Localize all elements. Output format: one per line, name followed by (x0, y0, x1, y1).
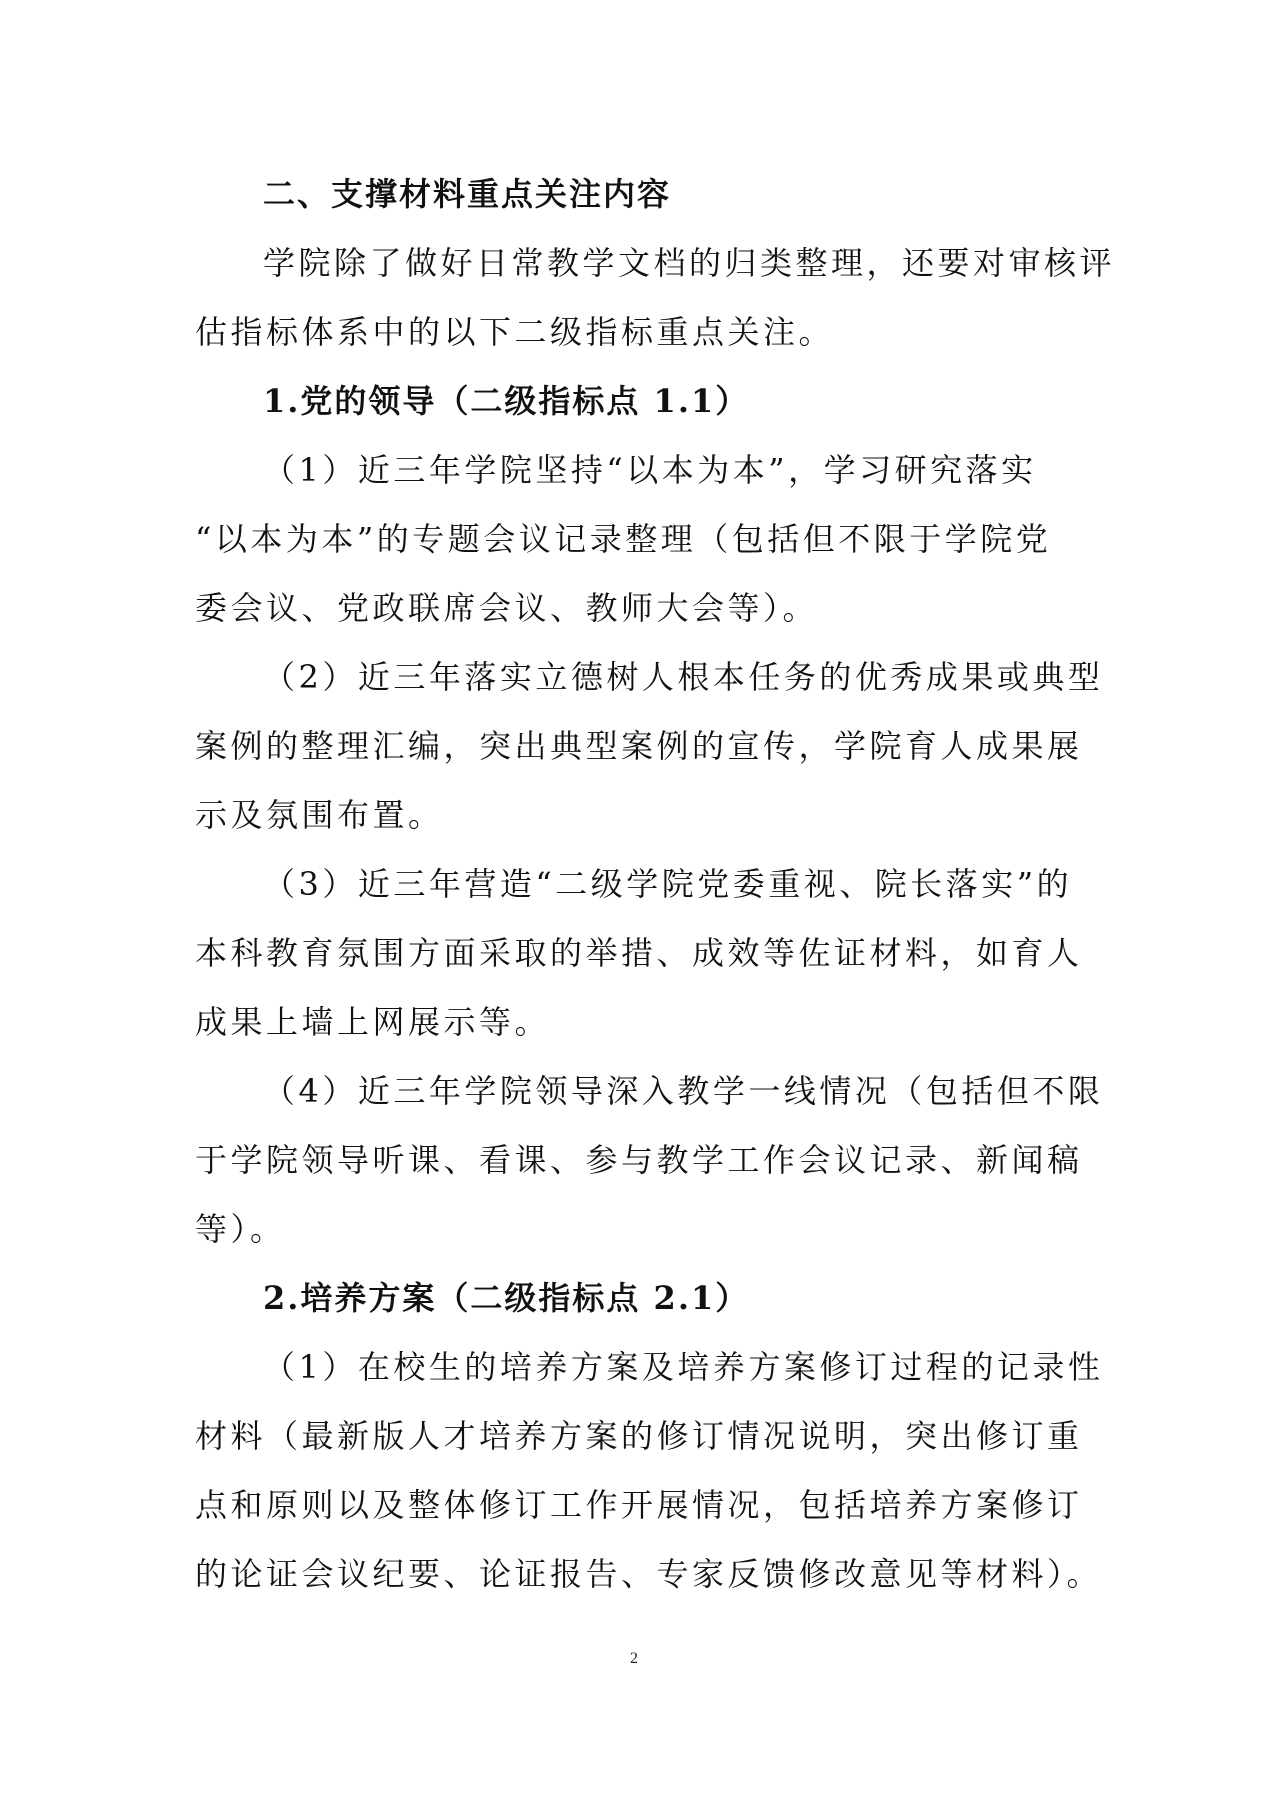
paragraph-line: （3）近三年营造“二级学院党委重视、院长落实”的 (263, 865, 1073, 903)
paragraph-line: 的论证会议纪要、论证报告、专家反馈修改意见等材料）。 (195, 1555, 1103, 1593)
paragraph-line: 本科教育氛围方面采取的举措、成效等佐证材料，如育人 (195, 934, 1083, 972)
page-number: 2 (630, 1650, 638, 1667)
subsection-heading-party-leadership: 1.党的领导（二级指标点 1.1） (263, 382, 750, 420)
paragraph-line: 等）。 (195, 1210, 286, 1248)
paragraph-line: “以本为本”的专题会议记录整理（包括但不限于学院党 (195, 520, 1052, 558)
paragraph-line: （1）近三年学院坚持“以本为本”，学习研究落实 (263, 451, 1037, 489)
paragraph-line: 示及氛围布置。 (195, 796, 444, 834)
subsection-heading-training-plan: 2.培养方案（二级指标点 2.1） (263, 1279, 750, 1317)
paragraph-line: （2）近三年落实立德树人根本任务的优秀成果或典型 (263, 658, 1104, 696)
paragraph-line: 学院除了做好日常教学文档的归类整理，还要对审核评 (263, 244, 1116, 282)
paragraph-line: 成果上墙上网展示等。 (195, 1003, 551, 1041)
paragraph-line: 委会议、党政联席会议、教师大会等）。 (195, 589, 819, 627)
document-body (195, 160, 1116, 1609)
section-heading: 二、支撑材料重点关注内容 (263, 175, 672, 213)
paragraph-line: 点和原则以及整体修订工作开展情况，包括培养方案修订 (195, 1486, 1083, 1524)
paragraph-line: （1）在校生的培养方案及培养方案修订过程的记录性 (263, 1348, 1104, 1386)
paragraph-line: 于学院领导听课、看课、参与教学工作会议记录、新闻稿 (195, 1141, 1083, 1179)
paragraph-line: 材料（最新版人才培养方案的修订情况说明，突出修订重 (195, 1417, 1083, 1455)
paragraph-line: （4）近三年学院领导深入教学一线情况（包括但不限 (263, 1072, 1104, 1110)
paragraph-line: 估指标体系中的以下二级指标重点关注。 (195, 313, 835, 351)
paragraph-line: 案例的整理汇编，突出典型案例的宣传，学院育人成果展 (195, 727, 1083, 765)
